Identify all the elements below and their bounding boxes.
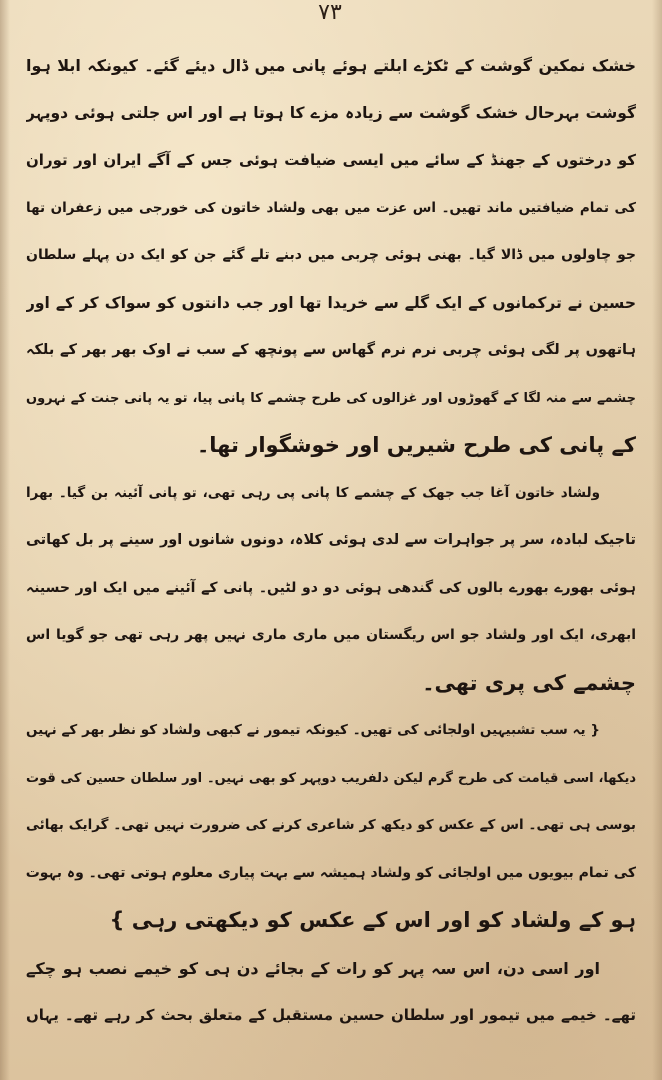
text-line: کے پانی کی طرح شیریں اور خوشگوار تھا۔ [196,433,636,457]
text-line: ہاتھوں پر لگی ہوئی چربی نرم نرم گھاس سے پونچھ کے سب نے اوک بھر بھر کے بلکہ [26,342,636,358]
text-line: چشمے کی پری تھی۔ [422,670,636,695]
text-line: گوشت بہرحال خشک گوشت سے زیادہ مزے کا ہوتا ہے اور اس جلتی ہوئی دوپہر [26,103,636,122]
text-line: ابھری، ایک اور ولشاد جو اس ریگستان میں ماری ماری نہیں پھر رہی تھی جو گویا اس [26,627,636,643]
text-line: دیکھا، اسی قیامت کی طرح گرم لیکن دلفریب دوپہر کو بھی نہیں۔ اور سلطان حسین کی قوت [26,770,636,786]
text-line: اور اسی دن، اس سہ پہر کو رات کے بجائے دن ہی کو خیمے نصب ہو چکے [26,958,600,978]
text-line: جو چاولوں میں ڈالا گیا۔ بھنی ہوئی چربی میں دبنے تلے گئے جن کو ایک دن پہلے سلطان [26,247,636,263]
text-line: کی تمام بیویوں میں اولجائی کو ولشاد ہمیشہ سے بہت پیاری معلوم ہوتی تھی۔ وہ بہوت [26,864,636,881]
text-line: خشک نمکین گوشت کے ٹکڑے ابلتے ہوئے پانی میں ڈال دیئے گئے۔ کیونکہ ابلا ہوا [26,56,636,75]
page-number: ۷۳ [318,0,342,25]
text-line: ہو کے ولشاد کو اور اس کے عکس کو دیکھتی رہی } [109,908,636,932]
text-line: ولشاد خاتون آغا جب جھک کے چشمے کا پانی پی رہی تھی، تو پانی آئینہ بن گیا۔ بھرا [26,484,600,501]
page-left-shadow [0,0,10,1080]
text-line: چشمے سے منہ لگا کے گھوڑوں اور غزالوں کی طرح چشمے کا پانی پیا، تو یہ پانی جنت کے نہروں [26,390,636,406]
text-line: کی تمام ضیافتیں ماند تھیں۔ اس عزت میں بھی ولشاد خاتون کی خورجی میں زعفران تھا [26,199,636,216]
text-line: حسین نے ترکمانوں کے ایک گلے سے خریدا تھا اور جب دانتوں کو سواک کر کے اور [26,293,636,312]
text-line: کو درختوں کے جھنڈ کے سائے میں ایسی ضیافت ہوئی جس کے آگے ایران اور توران [26,151,636,169]
text-line: تھے۔ خیمے میں تیمور اور سلطان حسین مستقبل کے متعلق بحث کر رہے تھے۔ یہاں [26,1006,636,1024]
text-line: ہوئی بھورے بھورے بالوں کی گندھی ہوئی دو دو لٹیں۔ پانی کے آئینے میں ایک اور حسینہ [26,579,636,596]
text-line: { یہ سب تشبیہیں اولجائی کی تھیں۔ کیونکہ تیمور نے کبھی ولشاد کو نظر بھر کے نہیں [26,722,600,738]
text-line: بوسی ہی تھی۔ اس کے عکس کو دیکھ کر شاعری کرنے کی ضرورت نہیں تھی۔ گرایک بھائی [26,817,636,833]
text-line: تاجیک لبادہ، سر پر جواہرات سے لدی ہوئی کلاہ، دونوں شانوں اور سینے پر بل کھاتی [26,532,636,548]
page-right-shadow [652,0,662,1080]
urdu-text-body [26,42,636,1040]
